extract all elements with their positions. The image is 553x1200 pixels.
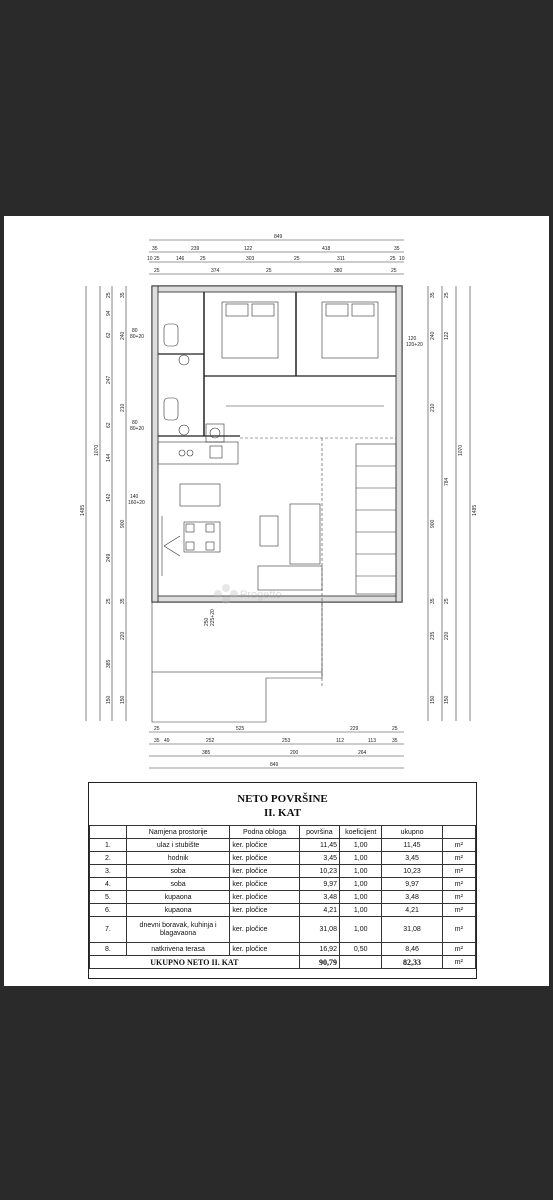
- coefficient: 1,00: [339, 852, 381, 865]
- bottom-dimensions: [149, 726, 404, 768]
- table-row: [90, 865, 476, 878]
- row-number: 1.: [90, 839, 127, 852]
- unit: m²: [442, 852, 475, 865]
- dim-label: 142: [106, 493, 112, 502]
- dim-label: 122: [244, 246, 253, 252]
- dim-label: 94: [106, 310, 112, 316]
- dim-label: 35: [394, 246, 400, 252]
- dim-total-top: 849: [274, 234, 283, 240]
- room-name: kupaona: [126, 891, 230, 904]
- dim-label: 10: [147, 256, 153, 262]
- dim-label: 264: [358, 750, 367, 756]
- floor-type: ker. pločice: [230, 943, 299, 956]
- furniture: [158, 302, 378, 590]
- dim-label: 374: [211, 268, 220, 274]
- dim-label: 25: [444, 292, 450, 298]
- total-area: 3,45: [382, 852, 442, 865]
- table-row: [90, 943, 476, 956]
- room-area: 3,45: [299, 852, 339, 865]
- dim-label: 35: [120, 292, 126, 298]
- dim-label: 62: [106, 422, 112, 428]
- dim-label: 122: [444, 331, 450, 340]
- row-number: 8.: [90, 943, 127, 956]
- floor-plan: [4, 216, 549, 776]
- total-area: 4,21: [382, 904, 442, 917]
- dim-label: 25: [200, 256, 206, 262]
- dim-label: 247: [106, 375, 112, 384]
- watermark-text: Progetto: [240, 589, 282, 601]
- row-number: 3.: [90, 865, 127, 878]
- room-area: 11,45: [299, 839, 339, 852]
- header-cell: površina: [299, 826, 339, 839]
- floor-type: ker. pločice: [230, 891, 299, 904]
- header-cell: Namjena prostorije: [126, 826, 230, 839]
- total-area: 10,23: [382, 865, 442, 878]
- dim-label: 303: [246, 256, 255, 262]
- table-row: [90, 878, 476, 891]
- total-area: 9,97: [382, 878, 442, 891]
- room-name: hodnik: [126, 852, 230, 865]
- window-label: 80+20: [130, 334, 145, 340]
- total-coef-cell: [339, 956, 381, 969]
- dim-label: 146: [176, 256, 185, 262]
- window-label: 160+20: [128, 500, 145, 506]
- window-label: 120: [408, 336, 417, 342]
- dim-label: 239: [191, 246, 200, 252]
- dim-label: 25: [294, 256, 300, 262]
- dim-label: 35: [120, 598, 126, 604]
- unit: m²: [442, 839, 475, 852]
- dim-label: 10: [399, 256, 405, 262]
- dim-label: 25: [154, 268, 160, 274]
- table-subtitle: II. KAT: [263, 807, 302, 819]
- room-area: 9,97: [299, 878, 339, 891]
- floor-type: ker. pločice: [230, 839, 299, 852]
- total-gross-area: 90,79: [299, 956, 339, 969]
- header-cell: koeficijent: [339, 826, 381, 839]
- unit: m²: [442, 917, 475, 943]
- dim-label: 150: [444, 695, 450, 704]
- dim-label: 210: [120, 403, 126, 412]
- dim-label: 220: [120, 631, 126, 640]
- header-cell: [90, 826, 127, 839]
- unit: m²: [442, 904, 475, 917]
- coefficient: 1,00: [339, 891, 381, 904]
- table-row: [90, 904, 476, 917]
- room-name: kupaona: [126, 904, 230, 917]
- dim-label: 150: [120, 695, 126, 704]
- dim-label: 35: [430, 598, 436, 604]
- dim-label: 311: [337, 256, 345, 262]
- room-area: 16,92: [299, 943, 339, 956]
- dim-label: 249: [106, 553, 112, 562]
- floor-type: ker. pločice: [230, 865, 299, 878]
- unit: m²: [442, 943, 475, 956]
- dim-label: 49: [164, 738, 170, 744]
- top-dimensions: [147, 234, 405, 274]
- dim-label: 25: [266, 268, 272, 274]
- room-area: 31,08: [299, 917, 339, 943]
- total-label: UKUPNO NETO II. KAT: [90, 956, 300, 969]
- dim-label: 113: [368, 738, 376, 744]
- area-table-box: [88, 782, 477, 979]
- dim-label: 418: [322, 246, 331, 252]
- coefficient: 1,00: [339, 917, 381, 943]
- dim-label: 385: [202, 750, 211, 756]
- dim-outer-left: 1485: [80, 504, 86, 516]
- room-name: dnevni boravak, kuhinja i blagavaona: [126, 917, 230, 943]
- header-cell: Podna obloga: [230, 826, 299, 839]
- window-label: 80: [132, 420, 138, 426]
- dim-label: 25: [390, 256, 396, 262]
- window-labels: [128, 328, 423, 626]
- drawing-sheet: [4, 216, 549, 986]
- dim-label: 525: [236, 726, 245, 732]
- floor-type: ker. pločice: [230, 904, 299, 917]
- table-header-row: [90, 826, 476, 839]
- room-name: ulaz i stubište: [126, 839, 230, 852]
- dim-label: 200: [290, 750, 299, 756]
- table-row: [90, 917, 476, 943]
- dim-label: 62: [106, 332, 112, 338]
- dim-label: 235: [430, 631, 436, 640]
- dim-label: 253: [282, 738, 291, 744]
- row-number: 4.: [90, 878, 127, 891]
- dim-label: 35: [392, 738, 398, 744]
- room-name: soba: [126, 878, 230, 891]
- floor-type: ker. pločice: [230, 852, 299, 865]
- coefficient: 1,00: [339, 865, 381, 878]
- window-label: 80: [132, 328, 138, 334]
- dim-label: 150: [430, 695, 436, 704]
- row-number: 2.: [90, 852, 127, 865]
- window-label: 250: [204, 617, 210, 626]
- dim-inner-left: 1070: [94, 444, 100, 456]
- row-number: 7.: [90, 917, 127, 943]
- floor-type: ker. pločice: [230, 917, 299, 943]
- dim-label: 210: [430, 403, 436, 412]
- dim-label: 385: [106, 659, 112, 668]
- total-area: 31,08: [382, 917, 442, 943]
- room-area: 3,48: [299, 891, 339, 904]
- dim-label: 252: [206, 738, 215, 744]
- total-area: 8,46: [382, 943, 442, 956]
- building-walls: [152, 286, 402, 722]
- total-net-area: 82,33: [382, 956, 442, 969]
- unit: m²: [442, 865, 475, 878]
- dim-label: 240: [430, 331, 436, 340]
- right-dimensions: [428, 286, 478, 721]
- unit: m²: [442, 891, 475, 904]
- dim-label: 112: [336, 738, 344, 744]
- unit: m²: [442, 878, 475, 891]
- row-number: 6.: [90, 904, 127, 917]
- window-label: 80+20: [130, 426, 145, 432]
- room-name: natkrivena terasa: [126, 943, 230, 956]
- dim-label: 784: [444, 477, 450, 486]
- dim-inner-right: 1070: [458, 444, 464, 456]
- table-title: NETO POVRŠINE: [237, 793, 328, 805]
- header-cell: [442, 826, 475, 839]
- window-label: 140: [130, 494, 139, 500]
- row-number: 5.: [90, 891, 127, 904]
- dim-label: 25: [391, 268, 397, 274]
- window-label: 120+20: [406, 342, 423, 348]
- floor-type: ker. pločice: [230, 878, 299, 891]
- dim-label: 25: [392, 726, 398, 732]
- table-row: [90, 852, 476, 865]
- dim-label: 25: [444, 598, 450, 604]
- dim-label: 25: [154, 256, 160, 262]
- room-name: soba: [126, 865, 230, 878]
- dim-label: 900: [120, 519, 126, 528]
- total-unit: m²: [442, 956, 475, 969]
- dim-label: 380: [334, 268, 343, 274]
- window-label: 225+20: [210, 609, 216, 626]
- dim-label: 220: [444, 631, 450, 640]
- area-table: [89, 825, 476, 969]
- left-dimensions: [80, 286, 126, 721]
- dim-label: 35: [154, 738, 160, 744]
- total-area: 3,48: [382, 891, 442, 904]
- dim-label: 25: [154, 726, 160, 732]
- dim-label: 240: [120, 331, 126, 340]
- coefficient: 1,00: [339, 878, 381, 891]
- dim-total-bottom: 849: [270, 762, 279, 768]
- table-row: [90, 839, 476, 852]
- dim-label: 900: [430, 519, 436, 528]
- dim-label: 35: [430, 292, 436, 298]
- coefficient: 0,50: [339, 943, 381, 956]
- coefficient: 1,00: [339, 839, 381, 852]
- dim-outer-right: 1485: [472, 504, 478, 516]
- total-area: 11,45: [382, 839, 442, 852]
- dim-label: 150: [106, 695, 112, 704]
- room-area: 10,23: [299, 865, 339, 878]
- header-cell: ukupno: [382, 826, 442, 839]
- dim-label: 25: [106, 598, 112, 604]
- dim-label: 144: [106, 453, 112, 462]
- dim-label: 25: [106, 292, 112, 298]
- dim-label: 35: [152, 246, 158, 252]
- dim-label: 229: [350, 726, 359, 732]
- coefficient: 1,00: [339, 904, 381, 917]
- room-area: 4,21: [299, 904, 339, 917]
- table-total-row: [90, 956, 476, 969]
- table-row: [90, 891, 476, 904]
